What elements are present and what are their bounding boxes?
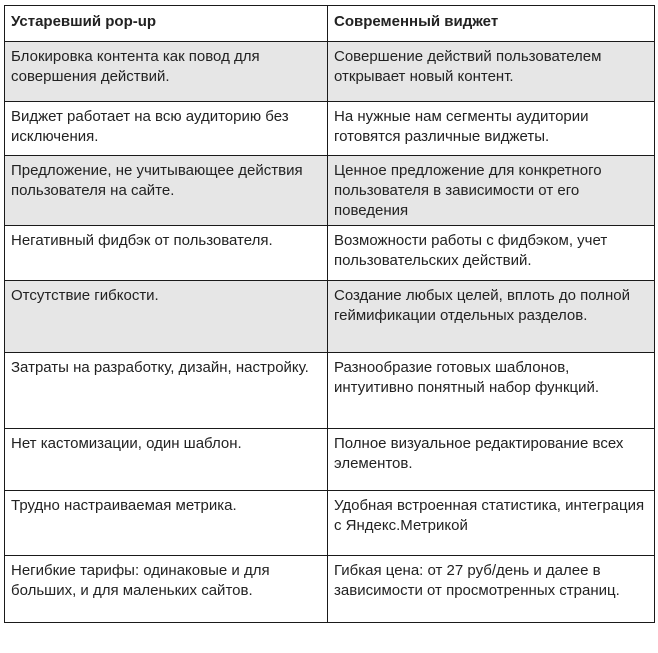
old-cell: Негибкие тарифы: одинаковые и для больших, и для маленьких сайтов. xyxy=(5,556,328,623)
table-row xyxy=(5,42,655,102)
old-cell: Виджет работает на всю аудиторию без исключения. xyxy=(5,102,328,156)
old-cell: Негативный фидбэк от пользователя. xyxy=(5,226,328,281)
header-old-popup: Устаревший pop-up xyxy=(5,6,328,42)
old-cell: Отсутствие гибкости. xyxy=(5,281,328,353)
table-row xyxy=(5,102,655,156)
new-cell: Гибкая цена: от 27 руб/день и далее в зависимости от просмотренных страниц. xyxy=(328,556,655,623)
new-cell: На нужные нам сегменты аудитории готовятся различные виджеты. xyxy=(328,102,655,156)
comparison-table xyxy=(4,5,655,623)
new-cell: Ценное предложение для конкретного пользователя в зависимости от его поведения xyxy=(328,156,655,226)
new-cell: Возможности работы с фидбэком, учет пользовательских действий. xyxy=(328,226,655,281)
table-row xyxy=(5,353,655,429)
old-cell: Затраты на разработку, дизайн, настройку. xyxy=(5,353,328,429)
old-cell: Блокировка контента как повод для совершения действий. xyxy=(5,42,328,102)
new-cell: Удобная встроенная статистика, интеграция с Яндекс.Метрикой xyxy=(328,491,655,556)
new-cell: Полное визуальное редактирование всех элементов. xyxy=(328,429,655,491)
header-modern-widget: Современный виджет xyxy=(328,6,655,42)
old-cell: Нет кастомизации, один шаблон. xyxy=(5,429,328,491)
new-cell: Разнообразие готовых шаблонов, интуитивно понятный набор функций. xyxy=(328,353,655,429)
old-cell: Трудно настраиваемая метрика. xyxy=(5,491,328,556)
table-row xyxy=(5,281,655,353)
table-row xyxy=(5,429,655,491)
table-row xyxy=(5,556,655,623)
new-cell: Создание любых целей, вплоть до полной геймификации отдельных разделов. xyxy=(328,281,655,353)
new-cell: Совершение действий пользователем открывает новый контент. xyxy=(328,42,655,102)
table-row xyxy=(5,226,655,281)
table-row xyxy=(5,491,655,556)
old-cell: Предложение, не учитывающее действия пользователя на сайте. xyxy=(5,156,328,226)
table-row xyxy=(5,156,655,226)
table-header-row xyxy=(5,6,655,42)
